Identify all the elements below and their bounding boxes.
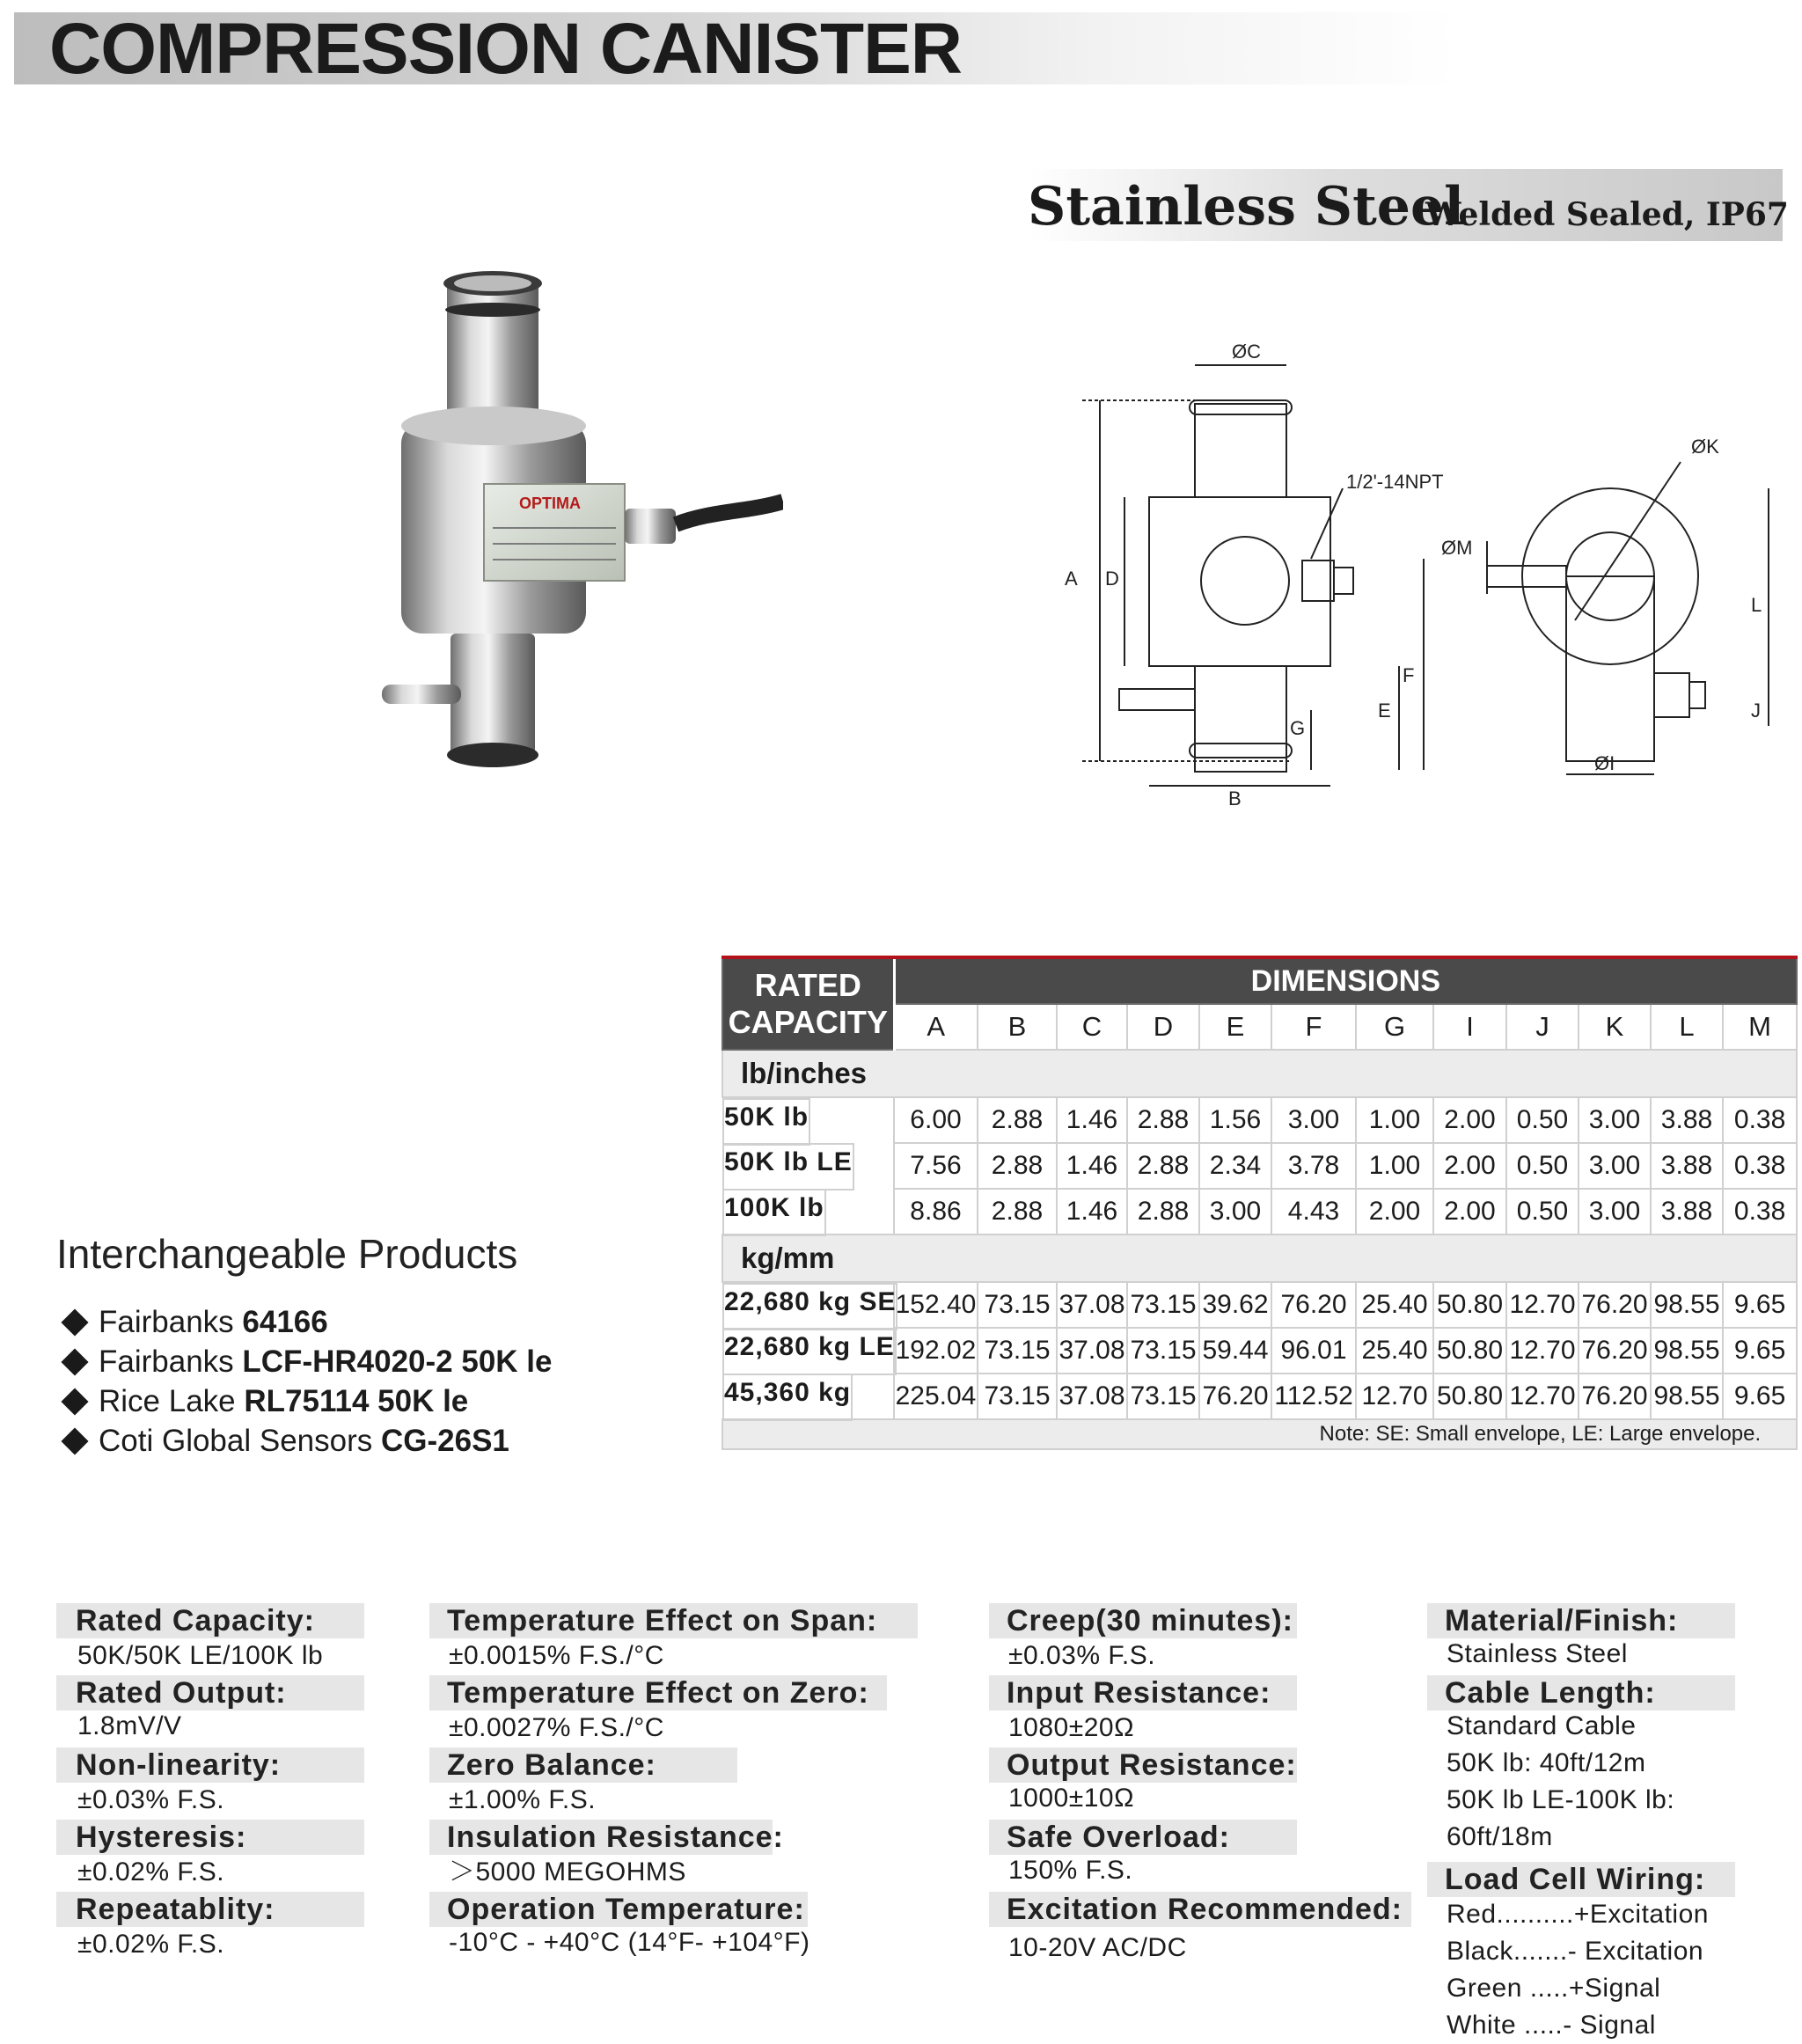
col-letter: B [978, 1004, 1057, 1050]
spec-value-zero-balance: ±1.00% F.S. [449, 1785, 597, 1814]
table-cell: 25.40 [1356, 1282, 1433, 1328]
spec-label-cable: Cable Length: [1445, 1676, 1656, 1710]
table-cell: 1.00 [1356, 1143, 1433, 1189]
table-cell: 2.00 [1433, 1097, 1506, 1143]
section-title: kg/mm [722, 1234, 1797, 1282]
spec-value-wiring-line: Black.......- Excitation [1447, 1937, 1704, 1966]
product-photo [370, 264, 783, 774]
table-cell: 50.80 [1433, 1328, 1506, 1374]
table-cell: 73.15 [978, 1328, 1057, 1374]
label-e: E [1378, 700, 1391, 722]
col-letter: C [1057, 1004, 1127, 1050]
table-cell: 3.88 [1651, 1143, 1723, 1189]
spec-value-wiring-line: Red..........+Excitation [1447, 1900, 1709, 1929]
table-cell: 1.46 [1057, 1097, 1127, 1143]
col-letter: M [1723, 1004, 1797, 1050]
spec-value-rated-output: 1.8mV/V [77, 1711, 182, 1740]
spec-value-non-linearity: ±0.03% F.S. [77, 1785, 225, 1814]
table-cell: 1.56 [1199, 1097, 1271, 1143]
table-cell: 2.88 [1127, 1143, 1199, 1189]
spec-label-repeatability: Repeatablity: [76, 1893, 275, 1926]
table-row [722, 1097, 1797, 1143]
bullet-diamond-icon [61, 1427, 88, 1454]
table-cell: 37.08 [1057, 1374, 1127, 1419]
table-cell: 152.40 [894, 1282, 978, 1328]
table-cell: 98.55 [1651, 1328, 1723, 1374]
table-cell: 0.50 [1506, 1189, 1579, 1234]
spec-value-wiring-line: Green .....+Signal [1447, 1974, 1661, 2003]
col-letter: I [1433, 1004, 1506, 1050]
row-label: 100K lb [722, 1189, 826, 1236]
spec-value-creep: ±0.03% F.S. [1008, 1641, 1156, 1670]
table-cell: 12.70 [1506, 1374, 1579, 1419]
subtitle-detail: Welded Sealed, IP67 [1425, 196, 1789, 233]
table-cell: 9.65 [1723, 1282, 1797, 1328]
col-letter: J [1506, 1004, 1579, 1050]
table-row [722, 1282, 1797, 1328]
table-cell: 0.38 [1723, 1189, 1797, 1234]
table-cell: 12.70 [1506, 1328, 1579, 1374]
table-cell: 8.86 [894, 1189, 978, 1234]
label-l: L [1751, 594, 1762, 616]
table-cell: 9.65 [1723, 1328, 1797, 1374]
table-cell: 76.20 [1579, 1328, 1651, 1374]
table-row [722, 1328, 1797, 1374]
table-cell: 9.65 [1723, 1374, 1797, 1419]
spec-value-material: Stainless Steel [1447, 1639, 1628, 1668]
table-cell: 6.00 [894, 1097, 978, 1143]
table-cell: 73.15 [1127, 1374, 1199, 1419]
photo-brand: OPTIMA [519, 495, 581, 512]
table-cell: 37.08 [1057, 1328, 1127, 1374]
table-cell: 2.88 [1127, 1097, 1199, 1143]
table-cell: 0.38 [1723, 1143, 1797, 1189]
table-cell: 98.55 [1651, 1282, 1723, 1328]
table-cell: 12.70 [1356, 1374, 1433, 1419]
table-cell: 96.01 [1271, 1328, 1356, 1374]
col-letter: A [894, 1004, 978, 1050]
table-cell: 3.00 [1199, 1189, 1271, 1234]
table-cell: 12.70 [1506, 1282, 1579, 1328]
table-cell: 192.02 [894, 1328, 978, 1374]
spec-label-non-linearity: Non-linearity: [76, 1748, 282, 1782]
table-cell: 73.15 [978, 1374, 1057, 1419]
table-section-row [722, 1234, 1797, 1282]
table-cell: 73.15 [978, 1282, 1057, 1328]
spec-label-insulation: Insulation Resistance: [447, 1821, 784, 1854]
table-cell: 2.88 [978, 1097, 1057, 1143]
row-label: 45,360 kg [722, 1374, 853, 1421]
spec-value-hysteresis: ±0.02% F.S. [77, 1857, 225, 1886]
table-cell: 2.88 [978, 1189, 1057, 1234]
table-row [722, 1189, 1797, 1234]
spec-value-output-resistance: 1000±10Ω [1008, 1784, 1134, 1813]
table-cell: 0.50 [1506, 1097, 1579, 1143]
table-cell: 50.80 [1433, 1374, 1506, 1419]
table-cell: 2.88 [1127, 1189, 1199, 1234]
table-cell: 73.15 [1127, 1328, 1199, 1374]
row-label: 50K lb LE [722, 1143, 854, 1191]
table-section-row [722, 1050, 1797, 1097]
table-cell: 1.46 [1057, 1189, 1127, 1234]
label-j: J [1751, 700, 1761, 722]
spec-value-safe-overload: 150% F.S. [1008, 1856, 1133, 1885]
bullet-diamond-icon [61, 1308, 88, 1336]
interchangeable-item: Coti Global Sensors CG-26S1 [60, 1423, 509, 1460]
table-cell: 225.04 [894, 1374, 978, 1419]
dimensions-header: DIMENSIONS [894, 957, 1797, 1004]
subtitle-main: Stainless Steel [1028, 176, 1464, 238]
spec-label-rated-capacity: Rated Capacity: [76, 1604, 315, 1637]
spec-value-cable-line: 60ft/18m [1447, 1822, 1553, 1851]
interchangeable-item: Fairbanks 64166 [60, 1304, 328, 1341]
spec-label-safe-overload: Safe Overload: [1007, 1821, 1230, 1854]
spec-value-insulation: ＞5000 MEGOHMS [449, 1857, 686, 1886]
label-npt: 1/2'-14NPT [1346, 471, 1444, 493]
spec-label-input-resistance: Input Resistance: [1007, 1676, 1271, 1710]
spec-value-cable-line: 50K lb LE-100K lb: [1447, 1785, 1675, 1814]
label-m: ØM [1441, 537, 1473, 559]
spec-label-creep: Creep(30 minutes): [1007, 1604, 1293, 1637]
table-cell: 7.56 [894, 1143, 978, 1189]
col-letter: L [1651, 1004, 1723, 1050]
table-cell: 76.20 [1579, 1282, 1651, 1328]
spec-label-wiring: Load Cell Wiring: [1445, 1863, 1706, 1896]
section-title: lb/inches [722, 1050, 1797, 1097]
spec-label-material: Material/Finish: [1445, 1604, 1679, 1637]
table-note: Note: SE: Small envelope, LE: Large envelope. [722, 1419, 1797, 1449]
table-cell: 112.52 [1271, 1374, 1356, 1419]
spec-label-excitation: Excitation Recommended: [1007, 1893, 1403, 1926]
spec-label-output-resistance: Output Resistance: [1007, 1748, 1297, 1782]
spec-label-operation-temp: Operation Temperature: [447, 1893, 805, 1926]
label-g: G [1290, 717, 1306, 739]
spec-value-excitation: 10-20V AC/DC [1008, 1933, 1187, 1962]
table-cell: 37.08 [1057, 1282, 1127, 1328]
table-row [722, 1143, 1797, 1189]
table-cell: 76.20 [1271, 1282, 1356, 1328]
label-k: ØK [1691, 436, 1719, 458]
row-label: 22,680 kg LE [722, 1328, 897, 1375]
table-cell: 1.00 [1356, 1097, 1433, 1143]
spec-value-rated-capacity: 50K/50K LE/100K lb [77, 1641, 324, 1670]
spec-label-hysteresis: Hysteresis: [76, 1821, 247, 1854]
spec-label-temp-zero: Temperature Effect on Zero: [447, 1676, 869, 1710]
row-label: 50K lb [722, 1098, 810, 1146]
interchangeable-title: Interchangeable Products [56, 1231, 518, 1277]
table-cell: 3.00 [1271, 1097, 1356, 1143]
table-cell: 2.00 [1433, 1143, 1506, 1189]
row-label: 22,680 kg SE [722, 1283, 897, 1330]
spec-value-temp-span: ±0.0015% F.S./°C [449, 1641, 664, 1670]
table-cell: 3.78 [1271, 1143, 1356, 1189]
table-cell: 3.00 [1579, 1097, 1651, 1143]
dimension-drawings [1047, 330, 1786, 810]
col-letter: K [1579, 1004, 1651, 1050]
table-cell: 3.88 [1651, 1097, 1723, 1143]
col-letter: F [1271, 1004, 1356, 1050]
table-cell: 0.38 [1723, 1097, 1797, 1143]
label-i: ØI [1594, 752, 1615, 774]
table-cell: 98.55 [1651, 1374, 1723, 1419]
spec-label-zero-balance: Zero Balance: [447, 1748, 656, 1782]
label-b: B [1228, 788, 1242, 810]
table-cell: 2.00 [1433, 1189, 1506, 1234]
spec-label-rated-output: Rated Output: [76, 1676, 287, 1710]
col-letter: G [1356, 1004, 1433, 1050]
col-letter: E [1199, 1004, 1271, 1050]
label-c: ØC [1232, 341, 1261, 363]
label-a: A [1065, 568, 1078, 590]
spec-value-input-resistance: 1080±20Ω [1008, 1713, 1134, 1742]
table-cell: 2.34 [1199, 1143, 1271, 1189]
label-f: F [1403, 664, 1415, 686]
table-cell: 3.88 [1651, 1189, 1723, 1234]
spec-value-repeatability: ±0.02% F.S. [77, 1930, 225, 1959]
table-cell: 1.46 [1057, 1143, 1127, 1189]
table-cell: 76.20 [1579, 1374, 1651, 1419]
spec-value-wiring-line: White .....- Signal [1447, 2011, 1656, 2040]
spec-value-cable-line: Standard Cable [1447, 1711, 1637, 1740]
table-cell: 76.20 [1199, 1374, 1271, 1419]
table-cell: 3.00 [1579, 1143, 1651, 1189]
page-title: COMPRESSION CANISTER [49, 9, 962, 89]
label-d: D [1105, 568, 1119, 590]
bullet-diamond-icon [61, 1388, 88, 1415]
bullet-diamond-icon [61, 1348, 88, 1375]
spec-value-cable-line: 50K lb: 40ft/12m [1447, 1748, 1646, 1777]
table-cell: 73.15 [1127, 1282, 1199, 1328]
spec-value-operation-temp: -10°C - +40°C (14°F- +104°F) [449, 1928, 810, 1957]
table-cell: 0.50 [1506, 1143, 1579, 1189]
table-cell: 2.00 [1356, 1189, 1433, 1234]
col-letter: D [1127, 1004, 1199, 1050]
spec-value-temp-zero: ±0.0027% F.S./°C [449, 1713, 664, 1742]
table-cell: 2.88 [978, 1143, 1057, 1189]
table-cell: 50.80 [1433, 1282, 1506, 1328]
rated-capacity-header: RATED CAPACITY [722, 957, 894, 1050]
interchangeable-item: Rice Lake RL75114 50K le [60, 1383, 468, 1420]
interchangeable-item: Fairbanks LCF-HR4020-2 50K le [60, 1344, 552, 1381]
table-cell: 25.40 [1356, 1328, 1433, 1374]
table-cell: 39.62 [1199, 1282, 1271, 1328]
table-row [722, 1374, 1797, 1419]
table-cell: 3.00 [1579, 1189, 1651, 1234]
spec-label-temp-span: Temperature Effect on Span: [447, 1604, 878, 1637]
dimensions-table [722, 956, 1798, 1450]
table-cell: 4.43 [1271, 1189, 1356, 1234]
table-cell: 59.44 [1199, 1328, 1271, 1374]
